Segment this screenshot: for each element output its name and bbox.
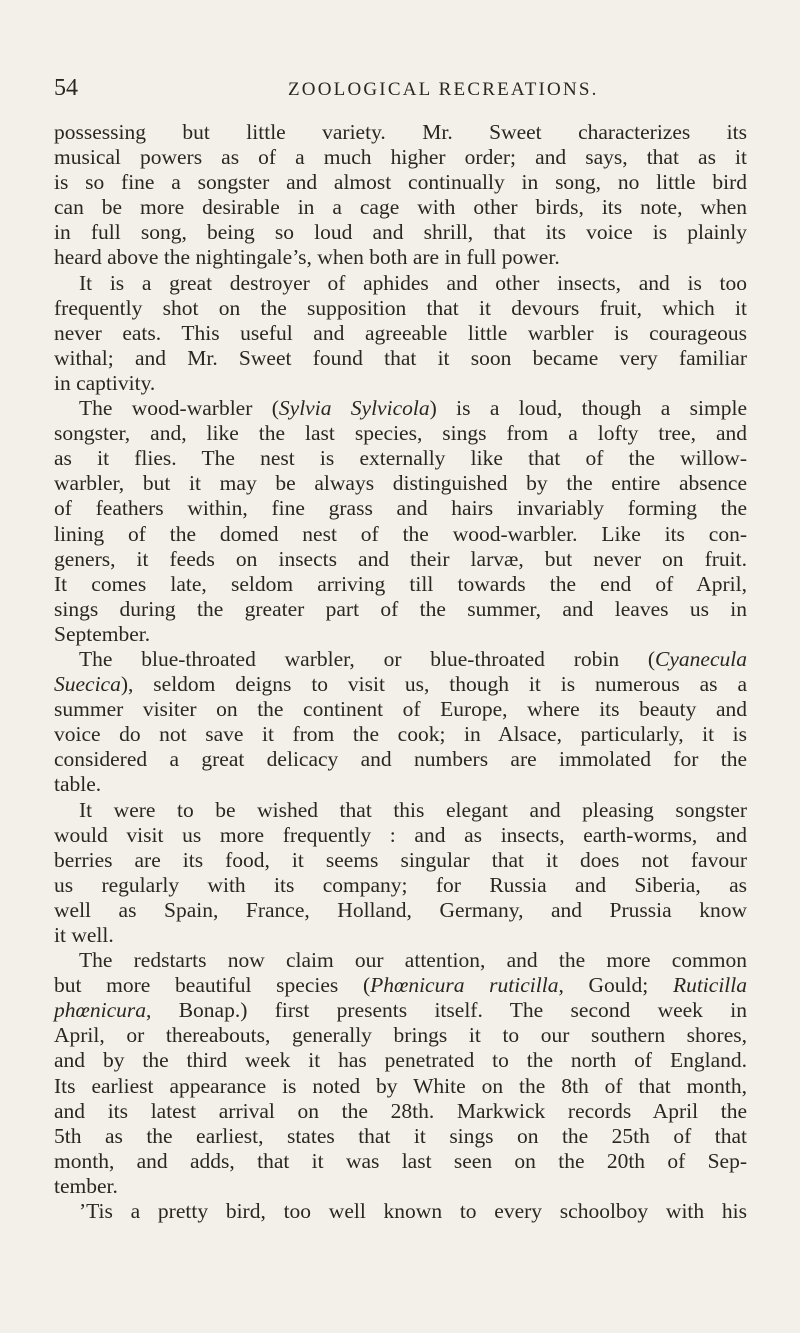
text-line: geners, it feeds on insects and their larvæ, but never on fruit.: [54, 546, 747, 571]
text-segment: ) is a loud, though a simple: [429, 396, 747, 421]
text-line: 5th as the earliest, states that it sings on the 25th of that: [54, 1123, 747, 1148]
body-text: [54, 120, 747, 1224]
text-line: It were to be wished that this elegant and pleasing songster: [79, 797, 747, 822]
text-line: in full song, being so loud and shrill, that its voice is plainly: [54, 220, 747, 245]
text-segment: ), seldom deigns to visit us, though it is numerous as a: [120, 672, 747, 697]
text-segment: , Gould;: [558, 973, 673, 998]
text-line: summer visiter on the continent of Europe, where its beauty and: [54, 697, 747, 722]
text-line: tember.: [54, 1173, 118, 1198]
text-segment: The blue-throated warbler, or blue-throated robin (: [79, 646, 656, 671]
text-segment: but more beautiful species (: [54, 973, 371, 998]
running-head: ZOOLOGICAL RECREATIONS.: [288, 79, 599, 100]
italic-text: Sylvia Sylvicola: [278, 396, 430, 421]
text-line: Its earliest appearance is noted by White on the 8th of that month,: [54, 1073, 747, 1098]
italic-text: Phœnicura ruticilla: [370, 973, 559, 998]
text-line: well as Spain, France, Holland, Germany, and Prussia know: [54, 897, 747, 922]
text-line: can be more desirable in a cage with other birds, its note, when: [54, 195, 747, 220]
italic-text: Suecica: [54, 672, 121, 697]
text-line: berries are its food, it seems singular that it does not favour: [54, 847, 747, 872]
text-line: month, and adds, that it was last seen on the 20th of Sep-: [54, 1148, 747, 1173]
text-line: musical powers as of a much higher order; and says, that as it: [54, 145, 747, 170]
text-line: never eats. This useful and agreeable little warbler is courageous: [54, 320, 747, 345]
text-line: is so fine a songster and almost continually in song, no little bird: [54, 170, 747, 195]
text-line: It is a great destroyer of aphides and other insects, and is too: [79, 270, 747, 295]
text-line: warbler, but it may be always distinguished by the entire absence: [54, 471, 747, 496]
italic-text: Cyanecula: [655, 646, 747, 671]
text-line: and its latest arrival on the 28th. Markwick records April the: [54, 1098, 747, 1123]
text-line: songster, and, like the last species, sings from a lofty tree, and: [54, 421, 747, 446]
text-line: considered a great delicacy and numbers are immolated for the: [54, 747, 747, 772]
text-line: It comes late, seldom arriving till towards the end of April,: [54, 571, 747, 596]
text-line: as it flies. The nest is externally like that of the willow-: [54, 446, 747, 471]
text-line: of feathers within, fine grass and hairs invariably forming the: [54, 496, 747, 521]
text-line: sings during the greater part of the summer, and leaves us in: [54, 596, 747, 621]
text-line: April, or thereabouts, generally brings it to our southern shores,: [54, 1023, 747, 1048]
text-line: lining of the domed nest of the wood-warbler. Like its con-: [54, 521, 747, 546]
text-segment: , Bonap.) first presents itself. The second week in: [145, 998, 747, 1023]
text-line: would visit us more frequently : and as insects, earth-worms, and: [54, 822, 747, 847]
text-line: and by the third week it has penetrated to the north of England.: [54, 1048, 747, 1073]
text-line: table.: [54, 772, 102, 797]
text-line: [54, 647, 747, 672]
text-line: [54, 998, 747, 1023]
text-line: [54, 973, 747, 998]
text-line: possessing but little variety. Mr. Sweet characterizes its: [54, 120, 747, 144]
text-line: in captivity.: [54, 370, 156, 395]
page-header: [54, 74, 744, 106]
text-line: The redstarts now claim our attention, and the more common: [79, 948, 747, 973]
text-segment: The wood-warbler (: [79, 396, 279, 421]
text-line: September.: [54, 621, 151, 646]
text-line: [54, 396, 747, 421]
text-line: [54, 672, 747, 697]
text-line: it well.: [54, 923, 114, 947]
text-line: voice do not save it from the cook; in Alsace, particularly, it is: [54, 722, 747, 747]
italic-text: phœnicura: [54, 998, 146, 1023]
text-line: heard above the nightingale’s, when both are in full power.: [54, 245, 560, 270]
text-line: ’Tis a pretty bird, too well known to every schoolboy with his: [79, 1199, 747, 1224]
text-line: frequently shot on the supposition that it devours fruit, which it: [54, 295, 747, 320]
page-number: 54: [54, 75, 78, 101]
text-line: withal; and Mr. Sweet found that it soon became very familiar: [54, 345, 747, 370]
italic-text: Ruticilla: [672, 973, 747, 998]
text-line: us regularly with its company; for Russia and Siberia, as: [54, 872, 747, 897]
